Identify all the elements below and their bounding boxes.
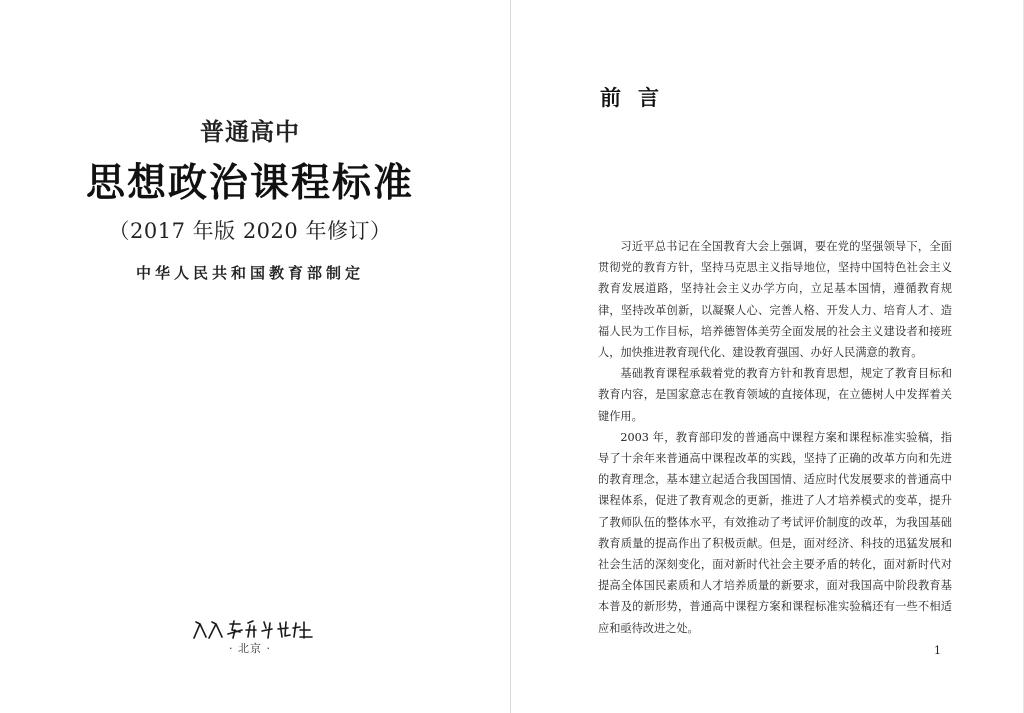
preface-heading: 前言 [600, 85, 676, 110]
title-page [0, 0, 510, 713]
edition-note: （2017 年版 2020 年修订） [108, 219, 392, 243]
preface-body [598, 236, 952, 639]
page-number: 1 [934, 644, 941, 657]
publisher-logo-text: 人民教育出版社 [190, 618, 197, 619]
title-page-title: 思想政治课程标准 [85, 160, 414, 206]
publisher-city: · 北京 · [229, 642, 271, 655]
preface-paragraph: 2003 年，教育部印发的普通高中课程方案和课程标准实验稿，指导了十余年来普通高中课程改革的实践，坚持了正确的改革方向和先进的教育理念，基本建立起适合我国国情、适应时代发展要求的普通高中课程体系，促进了教育观念的更新，推进了人才培养模式的变革，提升了教师队伍的整体水平，有效推动了考试评价制度的改革，为我国基础教育质量的提高作出了积极贡献。但是，面对经济、科技的迅猛发展和社会生活的深刻变化，面对新时代社会主要矛盾的转化，面对新时代对提高全体国民素质和人才培养质量的新要求，面对我国高中阶段教育基本普及的新形势，普通高中课程方案和课程标准实验稿还有一些不相适应和亟待改进之处。 [598, 430, 952, 635]
title-page-subtitle: 普通高中 [200, 117, 300, 146]
preface-page [511, 0, 1024, 713]
preface-paragraph: 习近平总书记在全国教育大会上强调，要在党的坚强领导下，全面贯彻党的教育方针，坚持马克思主义指导地位，坚持中国特色社会主义教育发展道路，坚持社会主义办学方向，立足基本国情，遵循教育规律，坚持改革创新，以凝聚人心、完善人格、开发人力、培育人才、造福人民为工作目标，培养德智体美劳全面发展的社会主义建设者和接班人，加快推进教育现代化、建设教育强国、办好人民满意的教育。 [598, 240, 952, 360]
preface-paragraph: 基础教育课程承载着党的教育方针和教育思想，规定了教育目标和教育内容，是国家意志在教育领域的直接体现，在立德树人中发挥着关键作用。 [598, 367, 952, 423]
issuer-line: 中华人民共和国教育部制定 [135, 264, 364, 282]
publisher-logo [190, 618, 320, 640]
